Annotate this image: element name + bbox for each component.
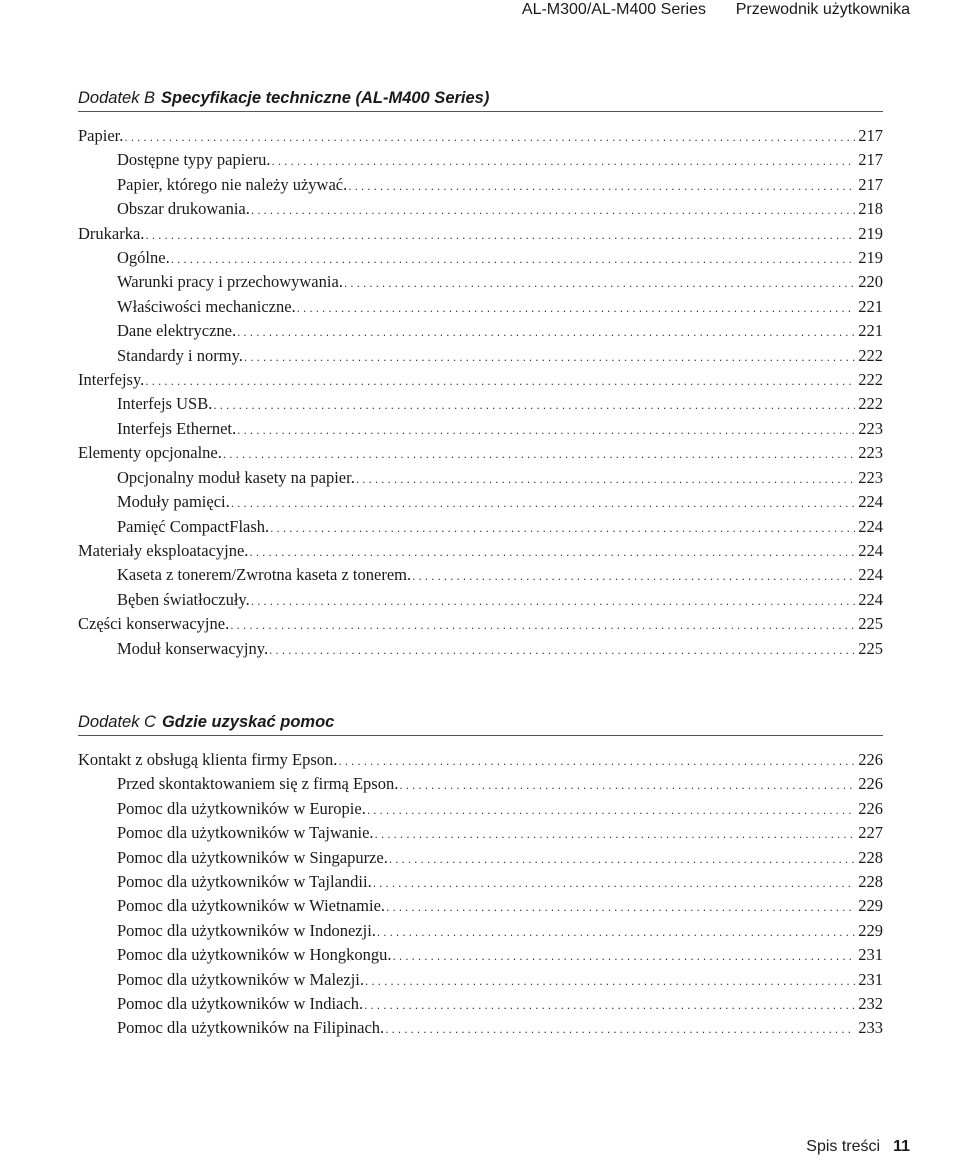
toc-entry[interactable] [78,173,883,197]
toc-entry-label[interactable]: Przed skontaktowaniem się z firmą Epson. [117,774,399,794]
toc-entry-label[interactable]: Pomoc dla użytkowników na Filipinach. [117,1018,385,1038]
toc-entry-page: 226 [858,798,883,818]
toc-dot-leader [251,589,856,613]
toc-dot-leader [223,442,855,466]
toc-entry[interactable] [78,490,883,514]
toc-entry-page: 229 [858,920,883,940]
toc-dot-leader [251,198,855,222]
toc-dot-leader [364,993,855,1017]
toc-entry-label[interactable]: Pomoc dla użytkowników w Tajwanie. [117,823,374,843]
toc-entry-page: 232 [858,994,883,1014]
toc-entry-label[interactable]: Materiały eksploatacyjne. [78,540,249,560]
appendix-b-heading [78,87,883,112]
toc-entry[interactable] [78,246,883,270]
toc-entry-label[interactable]: Opcjonalny moduł kasety na papier. [117,467,355,487]
toc-entry-page: 222 [858,394,883,414]
appendix-c-prefix: Dodatek C [78,713,156,731]
toc-entry-label[interactable]: Ogólne. [117,248,170,268]
toc-dot-leader [338,749,855,773]
toc-dot-leader [375,822,856,846]
toc-entry-label[interactable]: Interfejs USB. [117,394,213,414]
toc-entry[interactable] [78,270,883,294]
toc-dot-leader [237,320,855,344]
toc-entry-label[interactable]: Obszar drukowania. [117,199,250,219]
appendix-c-section [78,711,883,1041]
toc-dot-leader [389,847,855,871]
toc-entry-label[interactable]: Pomoc dla użytkowników w Indonezji. [117,920,376,940]
toc-entry[interactable] [78,870,883,894]
toc-entry-label[interactable]: Moduły pamięci. [117,492,230,512]
toc-entry-page: 224 [858,540,883,560]
toc-entry[interactable] [78,943,883,967]
toc-dot-leader [365,969,855,993]
header-product-name: AL-M300/AL-M400 Series [521,1,706,18]
toc-dot-leader [297,296,856,320]
toc-entry-label[interactable]: Pomoc dla użytkowników w Tajlandii. [117,872,372,892]
toc-entry[interactable] [78,417,883,441]
toc-entry-page: 228 [858,872,883,892]
toc-entry-page: 217 [858,150,883,170]
toc-entry-label[interactable]: Papier. [78,126,124,145]
toc-entry-page: 225 [858,614,883,634]
footer-label: Spis treści [806,1138,881,1155]
toc-entry[interactable] [78,124,883,148]
toc-dot-leader [393,944,856,968]
toc-entry-label[interactable]: Pomoc dla użytkowników w Singapurze. [117,847,388,867]
toc-entry[interactable] [78,222,883,246]
toc-dot-leader [244,345,855,369]
toc-entry[interactable] [78,894,883,918]
toc-dot-leader [373,871,856,895]
toc-entry[interactable] [78,612,883,636]
toc-entry[interactable] [78,368,883,392]
toc-dot-leader [386,895,855,919]
toc-entry[interactable] [78,295,883,319]
toc-entry-page: 220 [858,272,883,292]
appendix-c-toc-list [78,748,883,1041]
toc-entry-page: 233 [858,1018,883,1038]
toc-entry-label[interactable]: Bęben światłoczuły. [117,589,250,609]
toc-entry-page: 222 [858,370,883,390]
toc-entry-page: 229 [858,896,883,916]
toc-entry[interactable] [78,515,883,539]
toc-entry-page: 224 [858,516,883,536]
toc-entry-page: 219 [858,248,883,268]
toc-entry-page: 223 [858,467,883,487]
toc-entry[interactable] [78,441,883,465]
toc-dot-leader [231,491,856,515]
toc-entry-page: 223 [858,418,883,438]
toc-entry-label[interactable]: Pamięć CompactFlash. [117,516,270,536]
toc-entry-page: 217 [858,174,883,194]
header-guide-title: Przewodnik użytkownika [735,1,910,18]
toc-entry[interactable] [78,197,883,221]
toc-entry[interactable] [78,919,883,943]
toc-entry[interactable] [78,148,883,172]
toc-dot-leader [270,516,855,540]
toc-dot-leader [213,393,855,417]
toc-entry-page: 227 [858,823,883,843]
toc-dot-leader [356,467,855,491]
toc-entry-label[interactable]: Standardy i normy. [117,345,243,365]
appendix-c-heading [78,711,883,736]
toc-entry-page: 221 [858,296,883,316]
toc-dot-leader [237,418,855,442]
toc-entry-label[interactable]: Kontakt z obsługą klienta firmy Epson. [78,750,338,769]
toc-entry-page: 217 [858,126,883,145]
toc-entry[interactable] [78,748,883,772]
toc-entry[interactable] [78,821,883,845]
toc-entry-label[interactable]: Interfejsy. [78,370,145,390]
toc-entry-label[interactable]: Części konserwacyjne. [78,614,230,634]
toc-entry-label[interactable]: Drukarka. [78,223,145,243]
toc-entry-page: 231 [858,945,883,965]
toc-entry-label[interactable]: Pomoc dla użytkowników w Malezji. [117,969,365,989]
toc-dot-leader [412,564,855,588]
toc-entry[interactable] [78,846,883,870]
toc-dot-leader [269,638,855,662]
page-number: 11 [893,1138,910,1155]
toc-entry[interactable] [78,588,883,612]
toc-entry[interactable] [78,772,883,796]
toc-dot-leader [344,271,855,295]
toc-entry-label[interactable]: Interfejs Ethernet. [117,418,237,438]
page-header [0,0,960,22]
toc-entry-page: 222 [858,345,883,365]
toc-entry-label[interactable]: Pomoc dla użytkowników w Indiach. [117,994,364,1014]
appendix-b-toc-list [78,124,883,661]
toc-entry-label[interactable]: Dane elektryczne. [117,321,237,341]
toc-entry-label[interactable]: Elementy opcjonalne. [78,443,222,463]
toc-dot-leader [145,223,855,247]
toc-dot-leader [230,613,855,637]
toc-entry-label[interactable]: Warunki pracy i przechowywania. [117,272,343,292]
toc-entry-label[interactable]: Moduł konserwacyjny. [117,638,269,658]
toc-entry[interactable] [78,344,883,368]
toc-entry-label[interactable]: Dostępne typy papieru. [117,150,271,170]
toc-entry-page: 224 [858,565,883,585]
toc-entry-page: 228 [858,847,883,867]
page-footer [806,1138,910,1164]
toc-entry-label[interactable]: Papier, którego nie należy używać. [117,174,348,194]
appendix-b-title: Specyfikacje techniczne (AL-M400 Series) [161,89,490,107]
toc-entry-label[interactable]: Pomoc dla użytkowników w Wietnamie. [117,896,386,916]
toc-entry[interactable] [78,392,883,416]
toc-entry-page: 231 [858,969,883,989]
toc-entry-page: 223 [858,443,883,463]
toc-dot-leader [385,1017,855,1041]
toc-dot-leader [377,920,855,944]
toc-entry-label[interactable]: Pomoc dla użytkowników w Europie. [117,798,366,818]
toc-entry-page: 218 [858,199,883,219]
toc-entry[interactable] [78,539,883,563]
toc-entry[interactable] [78,563,883,587]
toc-entry[interactable] [78,992,883,1016]
toc-entry[interactable] [78,1016,883,1040]
toc-entry[interactable] [78,637,883,661]
toc-entry-label[interactable]: Kaseta z tonerem/Zwrotna kaseta z tonerem. [117,565,412,585]
toc-entry-page: 224 [858,492,883,512]
toc-entry-page: 225 [858,638,883,658]
toc-entry[interactable] [78,319,883,343]
toc-dot-leader [145,369,855,393]
toc-entry-page: 221 [858,321,883,341]
appendix-c-title: Gdzie uzyskać pomoc [161,713,335,731]
toc-dot-leader [171,247,856,271]
toc-entry[interactable] [78,466,883,490]
toc-entry-page: 219 [858,223,883,243]
toc-entry[interactable] [78,797,883,821]
toc-entry-page: 226 [858,774,883,794]
toc-entry-page: 224 [858,589,883,609]
toc-dot-leader [399,773,855,797]
toc-dot-leader [272,149,856,173]
toc-entry-label[interactable]: Właściwości mechaniczne. [117,296,296,316]
toc-dot-leader [348,174,855,198]
toc-dot-leader [124,125,855,149]
toc-entry-label[interactable]: Pomoc dla użytkowników w Hongkongu. [117,945,392,965]
appendix-b-prefix: Dodatek B [78,89,156,107]
toc-entry[interactable] [78,968,883,992]
appendix-b-section [78,87,883,661]
toc-dot-leader [249,540,855,564]
toc-entry-page: 226 [858,750,883,769]
toc-dot-leader [367,798,855,822]
